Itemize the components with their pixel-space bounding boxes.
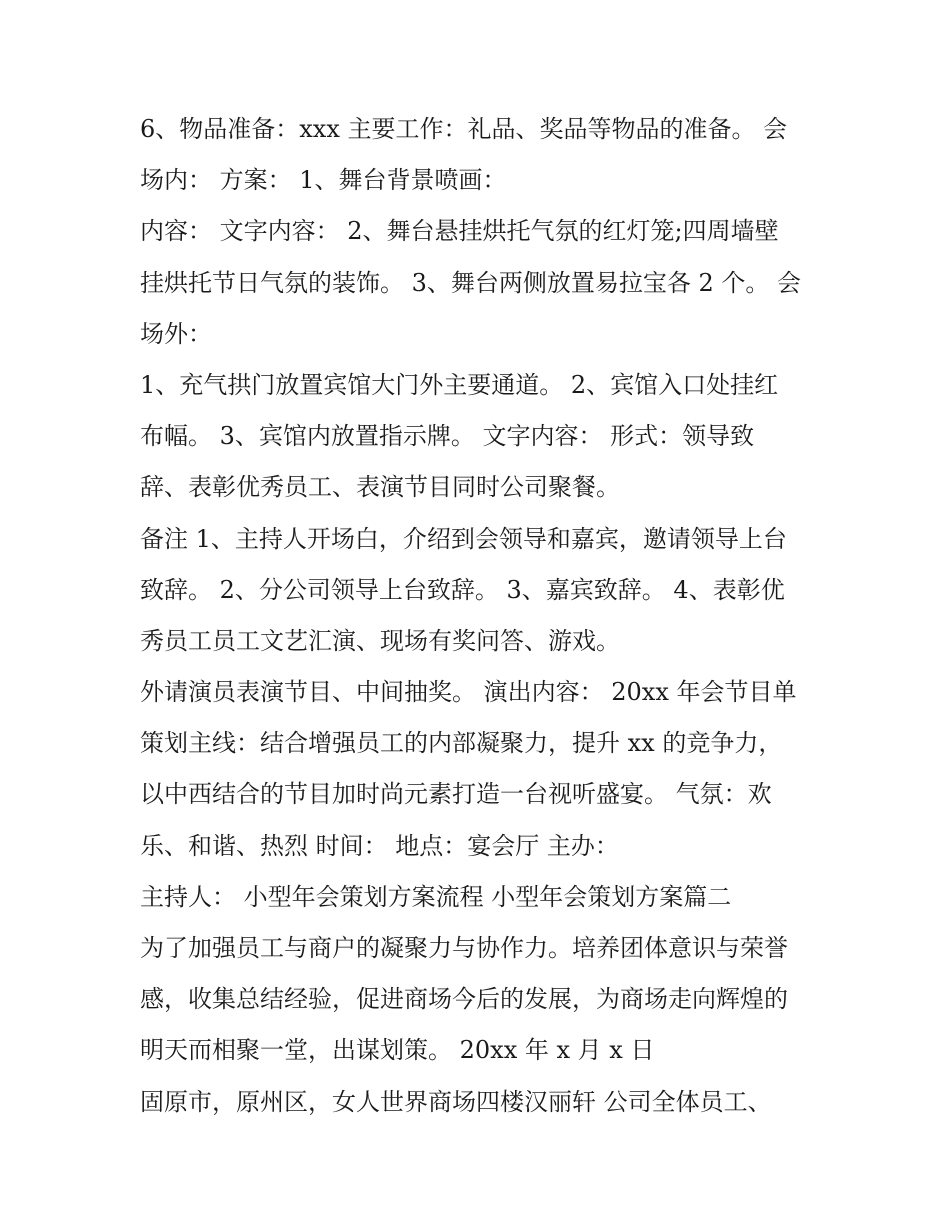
text-line: 为了加强员工与商户的凝聚力与协作力。培养团体意识与荣誉: [140, 934, 788, 962]
text-line: 场内： 方案： 1、舞台背景喷画：: [140, 166, 507, 195]
text-line: 6、物品准备：xxx 主要工作：礼品、奖品等物品的准备。 会: [140, 115, 788, 143]
text-line: 内容： 文字内容： 2、舞台悬挂烘托气氛的红灯笼;四周墙壁: [140, 217, 779, 246]
text-line: 场外：: [140, 319, 212, 348]
text-line: 主持人： 小型年会策划方案流程 小型年会策划方案篇二: [140, 882, 732, 911]
document-body: [140, 104, 820, 1128]
text-line: 致辞。 2、分公司领导上台致辞。 3、嘉宾致辞。 4、表彰优: [140, 575, 785, 604]
text-line: 固原市，原州区，女人世界商场四楼汉丽轩 公司全体员工、: [140, 1087, 772, 1116]
text-line: 挂烘托节日气氛的装饰。 3、舞台两侧放置易拉宝各 2 个。 会: [140, 268, 802, 297]
text-line: 秀员工员工文艺汇演、现场有奖问答、游戏。: [140, 626, 620, 655]
text-line: 策划主线：结合增强员工的内部凝聚力，提升 xx 的竞争力，: [140, 729, 783, 758]
text-line: 布幅。 3、宾馆内放置指示牌。 文字内容： 形式：领导致: [140, 422, 755, 451]
text-line: 1、充气拱门放置宾馆大门外主要通道。 2、宾馆入口处挂红: [140, 370, 779, 399]
text-line: 以中西结合的节目加时尚元素打造一台视听盛宴。 气氛：欢: [140, 780, 772, 809]
text-line: 乐、和谐、热烈 时间： 地点：宴会厅 主办：: [140, 831, 619, 860]
text-line: 明天而相聚一堂，出谋划策。 20xx 年 x 月 x 日: [140, 1036, 655, 1065]
text-line: 辞、表彰优秀员工、表演节目同时公司聚餐。: [140, 473, 620, 502]
text-line: 外请演员表演节目、中间抽奖。 演出内容： 20xx 年会节目单: [140, 678, 797, 707]
text-line: 感，收集总结经验，促进商场今后的发展，为商场走向辉煌的: [140, 985, 788, 1014]
text-line: 备注 1、主持人开场白，介绍到会领导和嘉宾，邀请领导上台: [140, 524, 787, 553]
